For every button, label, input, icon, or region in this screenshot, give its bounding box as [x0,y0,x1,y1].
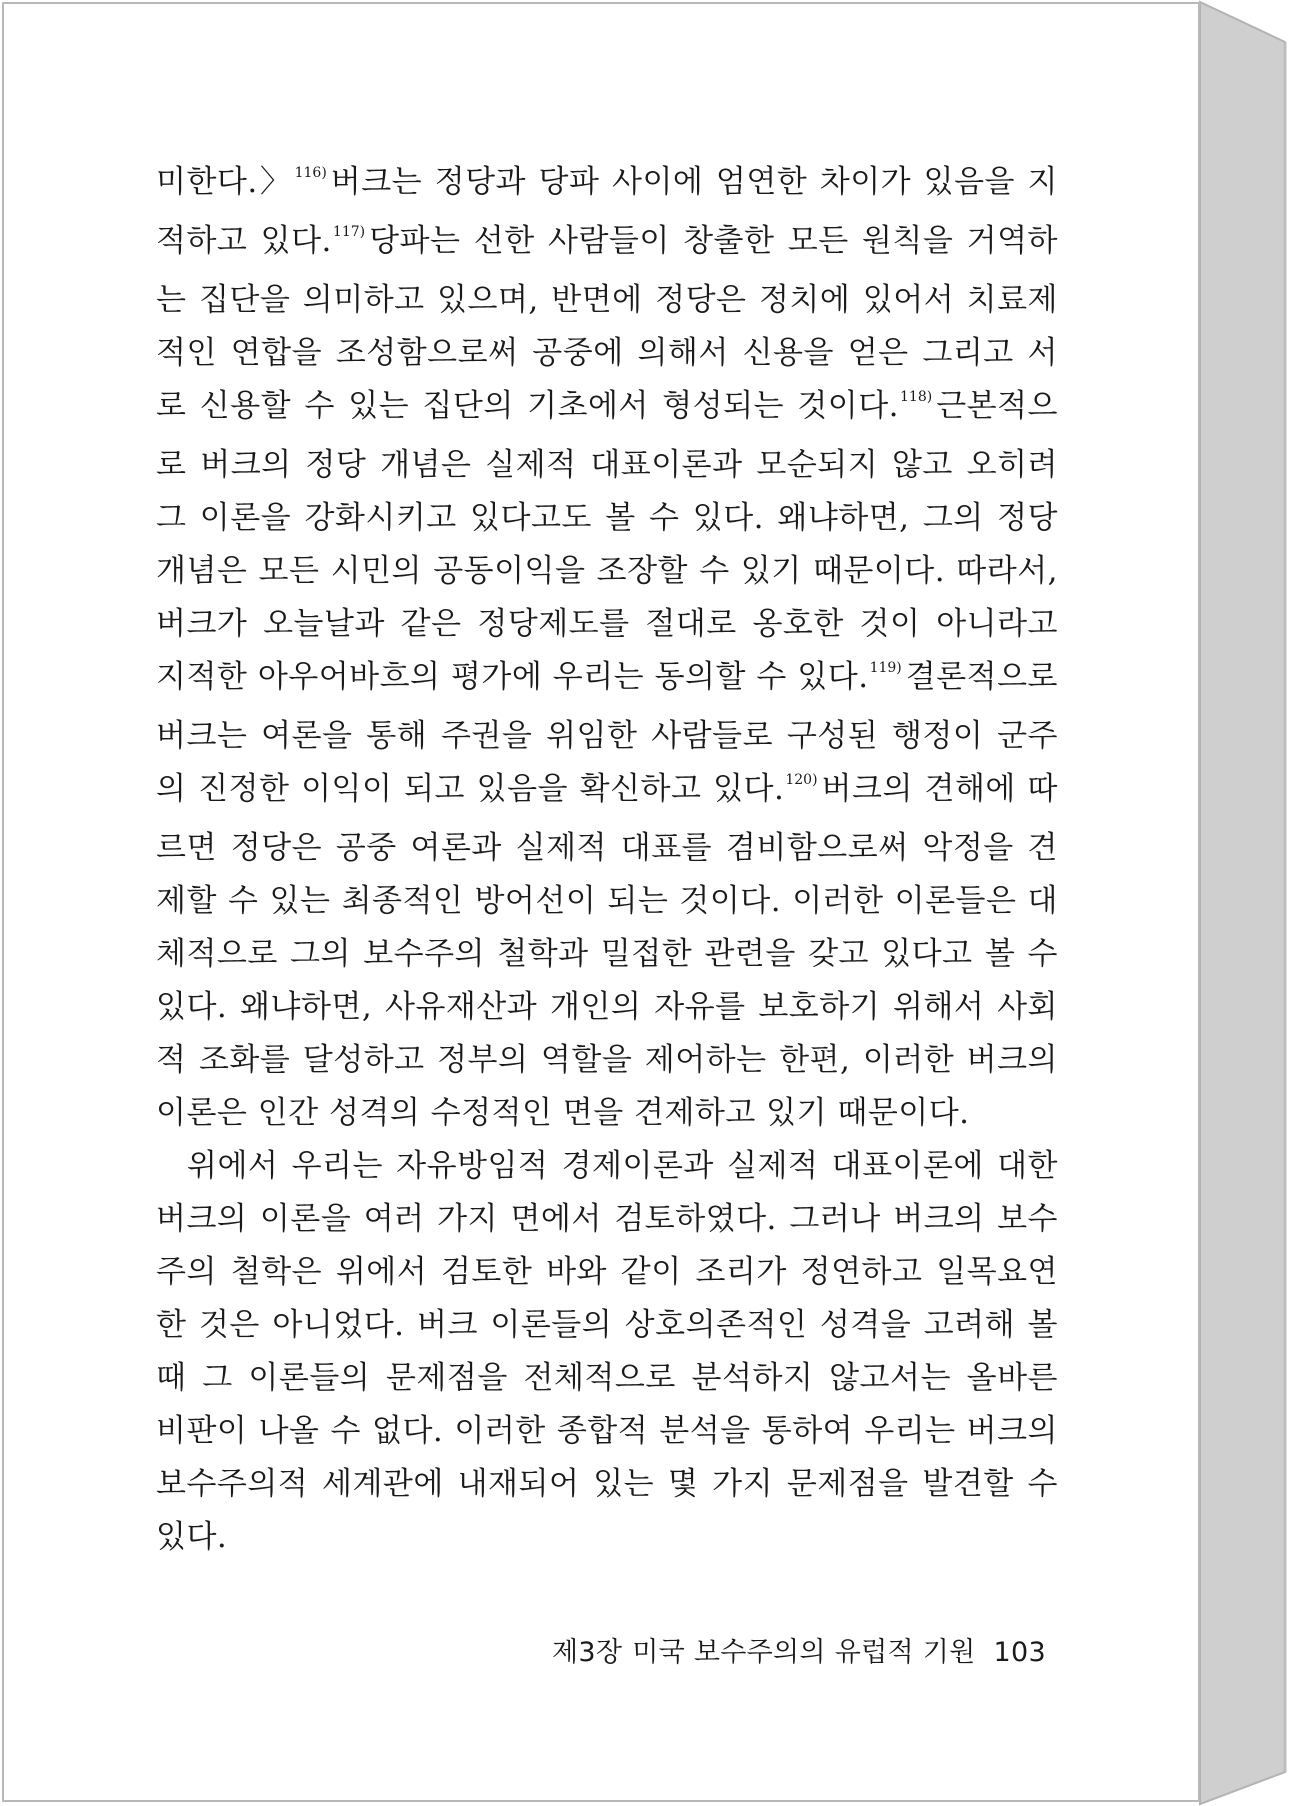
footnote-ref: 120) [785,772,818,788]
footnote-ref: 117) [332,224,366,240]
paragraph-2: 위에서 우리는 자유방임적 경제이론과 실제적 대표이론에 대한 버크의 이론을 여러 가지 면에서 검토하였다. 그러나 버크의 보수주의 철학은 위에서 검토한 바와 같이 조리가 정연하고 일목요연한 것은 아니었다. 버크 이론들의 상호의존적인 성격을 고려해 볼 때 그 이론들의 문제점을 전체적으로 분석하지 않고서는 올바른 비판이 나올 수 없다. 이러한 종합적 분석을 통하여 우리는 버크의 보수주의적 세계관에 내재되어 있는 몇 가지 문제점을 발견할 수 있다. [156,1148,1058,1555]
paragraph-1 [156,156,1058,1140]
text-segment: 버크의 견해에 따르면 정당은 공중 여론과 실제적 대표를 겸비함으로써 악정을 견제할 수 있는 최종적인 방어선이 되는 것이다. 이러한 이론들은 대체적으로 그의 보수주의 철학과 밀접한 관련을 갖고 있다고 볼 수 있다. 왜냐하면, 사유재산과 개인의 자유를 보호하기 위해서 사회적 조화를 달성하고 정부의 역할을 제어하는 한편, 이러한 버크의 이론은 인간 성격의 수정적인 면을 견제하고 있기 때문이다. [156,771,1058,1131]
text-segment: 근본적으로 버크의 정당 개념은 실제적 대표이론과 모순되지 않고 오히려 그 이론을 강화시키고 있다고도 볼 수 있다. 왜냐하면, 그의 정당 개념은 모든 시민의 공동이익을 조장할 수 있기 때문이다. 따라서, 버크가 오늘날과 같은 정당제도를 절대로 옹호한 것이 아니라고 지적한 아우어바흐의 평가에 우리는 동의할 수 있다. [156,388,1058,695]
footer-chapter: 제3장 [552,1637,623,1668]
running-footer [552,1630,1052,1669]
page-number: 103 [993,1637,1046,1668]
footnote-ref: 118) [900,389,933,405]
text-segment: 결론적으로 버크는 여론을 통해 주권을 위임한 사람들로 구성된 행정이 군주의 진정한 이익이 되고 있음을 확신하고 있다. [156,659,1058,807]
text-segment: 당파는 선한 사람들이 창출한 모든 원칙을 거역하는 집단을 의미하고 있으며, 반면에 정당은 정치에 있어서 치료제적인 연합을 조성함으로써 공중에 의해서 신용을 얻은 그리고 서로 신용할 수 있는 집단의 기초에서 형성되는 것이다. [156,223,1058,424]
body-text [156,156,1058,1564]
text-segment: 버크는 정당과 당파 사이에 엄연한 차이가 있음을 지적하고 있다. [156,164,1058,259]
footnote-ref: 116) [294,165,327,181]
footnote-ref: 119) [869,660,902,676]
book-page [2,2,1200,1802]
text-segment: 미한다.〉 [156,164,294,200]
footer-chapter-title: 미국 보수주의의 유럽적 기원 [632,1637,976,1668]
